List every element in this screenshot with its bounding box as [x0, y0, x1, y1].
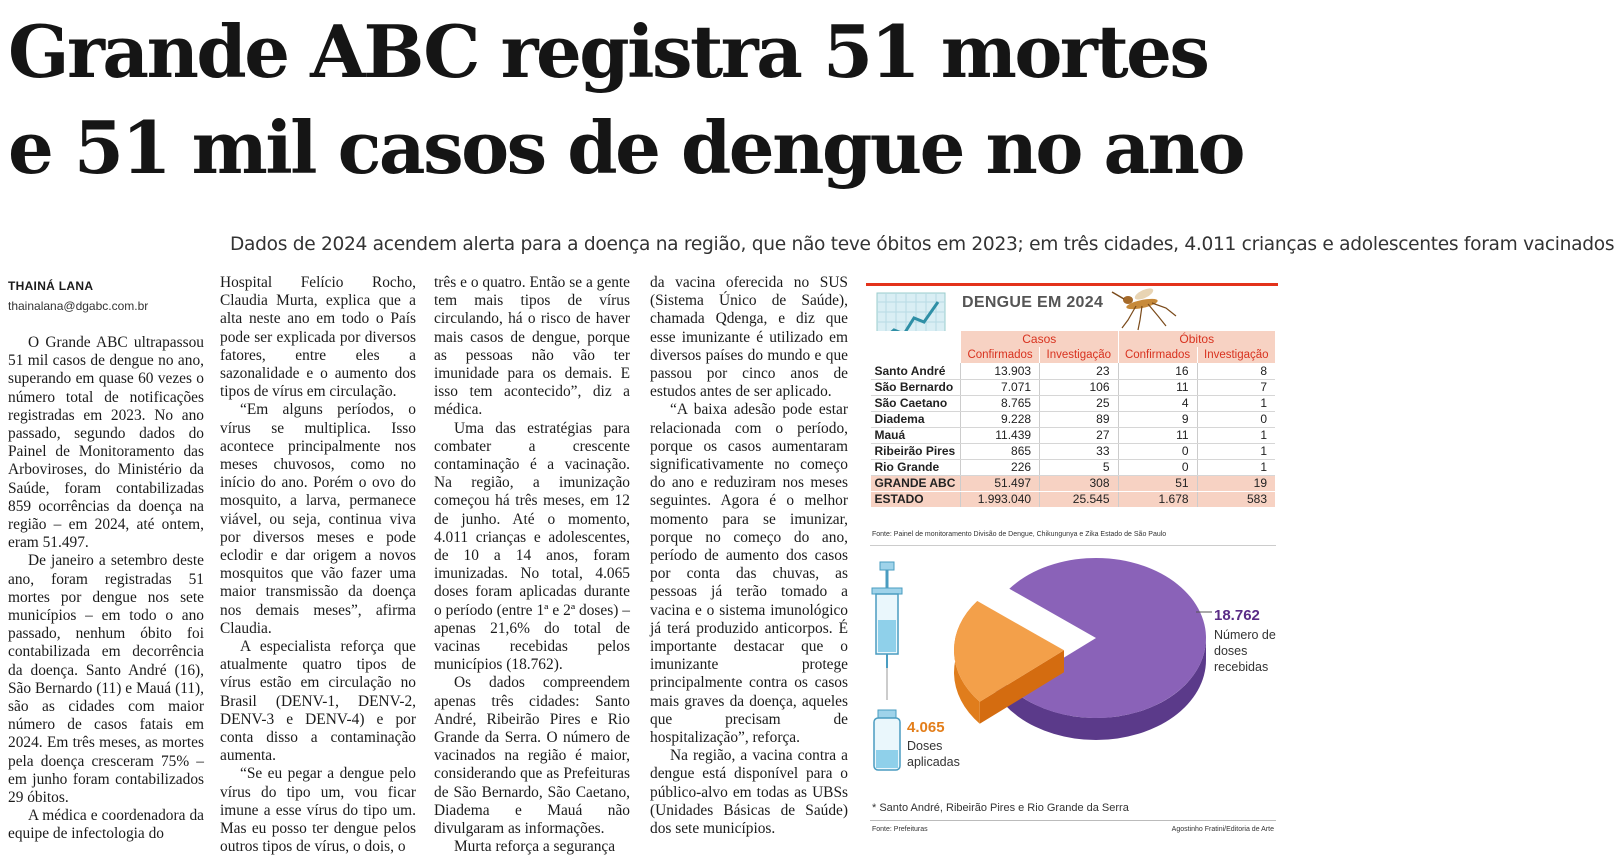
table-cell: 865: [961, 443, 1040, 459]
paragraph: A médica e coordenadora da equipe de infectologia do: [8, 807, 204, 843]
headline-line-1: Grande ABC registra 51 mortes: [8, 9, 1208, 94]
author-email[interactable]: thainalana@dgabc.com.br: [8, 299, 149, 313]
paragraph: “A baixa adesão pode estar relacionada com o período, porque os casos aumentaram significativamente no começo do ano e reduziram nos meses seguintes. Agora é o melhor momento para se imunizar, porque no começo do ano, período de aumento dos casos por conta das chuvas, as pessoas já terão tomado a vacina e o sistema imunológico já terá produzido anticorpos. É importante destacar que o imunizante protege principalmente contra os casos mais graves da doença, aqueles que precisam de hospitalização”, reforça.: [650, 401, 848, 747]
table-cell: 1: [1197, 395, 1275, 411]
city-name: Santo André: [871, 363, 961, 379]
table-row: [871, 411, 1276, 427]
table-cell: 51: [1118, 475, 1197, 491]
city-name: São Caetano: [871, 395, 961, 411]
table-cell: 89: [1040, 411, 1118, 427]
table-cell: 106: [1040, 379, 1118, 395]
paragraph: Na região, a vacina contra a dengue está disponível para o público-alvo em todas as UBSs (Unidades Básicas de Saúde) dos sete municípios.: [650, 747, 848, 838]
infographic-title: DENGUE EM 2024: [962, 294, 1104, 311]
table-cell: 27: [1040, 427, 1118, 443]
table-cell: 19: [1197, 475, 1275, 491]
paragraph: da vacina oferecida no SUS (Sistema Único de Saúde), chamada Qdenga, e diz que esse imunizante é utilizado em diversos países do mundo e que passou por cinco anos de estudos antes de ser aplicado.: [650, 274, 848, 401]
paragraph: três e o quatro. Então se a gente tem mais tipos de vírus circulando, há o risco de haver mais casos de dengue, porque as pessoas não vão ter imunidade para os demais. E isso tem acontecido”, diz a médica.: [434, 274, 630, 419]
group-header-obitos: Óbitos: [1118, 331, 1275, 347]
table-source: Fonte: Painel de monitoramento Divisão de Dengue, Chikungunya e Zika Estado de São Paulo: [872, 531, 1167, 538]
pie-source: Fonte: Prefeituras: [872, 826, 928, 833]
table-cell: 11: [1118, 427, 1197, 443]
table-cell: 8.765: [961, 395, 1040, 411]
table-cell: 11.439: [961, 427, 1040, 443]
table-row: [871, 443, 1276, 459]
table-cell: 308: [1040, 475, 1118, 491]
paragraph: Os dados compreendem apenas três cidades: Santo André, Ribeirão Pires e Rio Grande da Serra. O número de vacinados na região é maior, considerando que as Prefeituras de São Bernardo, São Caetano, Diadema e Mauá não divulgaram as informações.: [434, 674, 630, 838]
group-header-casos: Casos: [961, 331, 1119, 347]
column-header: Investigação: [1197, 347, 1275, 363]
table-cell: 51.497: [961, 475, 1040, 491]
table-cell: 13.903: [961, 363, 1040, 379]
city-name: Diadema: [871, 411, 961, 427]
table-cell: 1: [1197, 443, 1275, 459]
headline: [8, 4, 1288, 196]
table-cell: 16: [1118, 363, 1197, 379]
author-byline: THAINÁ LANA: [8, 279, 94, 293]
table-cell: 0: [1118, 459, 1197, 475]
total-label: ESTADO: [871, 491, 961, 507]
applied-doses-label: Doses aplicadas: [907, 739, 960, 769]
pie-footnote: * Santo André, Ribeirão Pires e Rio Grande da Serra: [872, 802, 1129, 814]
article-column-2: [220, 274, 416, 857]
city-name: Ribeirão Pires: [871, 443, 961, 459]
table-cell: 23: [1040, 363, 1118, 379]
article-column-1: [8, 334, 204, 844]
table-cell: 1: [1197, 427, 1275, 443]
dengue-table: [870, 331, 1275, 508]
table-cell: 11: [1118, 379, 1197, 395]
table-cell: 583: [1197, 491, 1275, 507]
table-cell: 8: [1197, 363, 1275, 379]
table-row: [871, 363, 1276, 379]
applied-doses-value: 4.065: [907, 719, 945, 736]
table-row: [871, 427, 1276, 443]
table-cell: 1.993.040: [961, 491, 1040, 507]
deck-subtitle: Dados de 2024 acendem alerta para a doença na região, que não teve óbitos em 2023; em três cidades, 4.011 crianças e adolescentes foram vacinados: [230, 234, 1614, 255]
art-credit: Agostinho Fratini/Editoria de Arte: [1171, 826, 1274, 833]
paragraph: Hospital Felício Rocho, Claudia Murta, explica que a alta neste ano em todo o País pode ser explicada por diversos fatores, entre eles a sazonalidade e o aumento dos tipos de vírus em circulação.: [220, 274, 416, 401]
table-cell: 9.228: [961, 411, 1040, 427]
paragraph: A especialista reforça que atualmente quatro tipos de vírus estão em circulação no Brasil (DENV-1, DENV-2, DENV-3 e DENV-4) e por conta disso a contaminação aumenta.: [220, 638, 416, 765]
received-doses-label: Número de doses recebidas: [1214, 628, 1276, 674]
paragraph: “Em alguns períodos, o vírus se multiplica. Isso acontece principalmente nos meses chuvosos, como no início do ano. Porém o ovo do mosquito, a larva, permanece viável, ou seja, continua viva por diversos meses e pode eclodir e dar origem a novos mosquitos que vão fazer uma maior transmissão da doença nos demais meses”, afirma Claudia.: [220, 401, 416, 637]
table-cell: 226: [961, 459, 1040, 475]
table-cell: 7: [1197, 379, 1275, 395]
mosquito-icon: [1108, 286, 1178, 330]
city-name: São Bernardo: [871, 379, 961, 395]
headline-line-2: e 51 mil casos de dengue no ano: [8, 105, 1243, 190]
divider: [870, 820, 1276, 821]
paragraph: Uma das estratégias para combater a crescente contaminação é a vacinação. Na região, a imunização começou há três meses, em 12 de junho. Até o momento, 4.011 crianças e adolescentes, de 10 a 14 anos, foram imunizadas. No total, 4.065 doses foram aplicadas durante o período (entre 1ª e 2ª doses) – apenas 21,6% do total de vacinas recebidas pelos municípios (18.762).: [434, 419, 630, 674]
table-cell: 1.678: [1118, 491, 1197, 507]
city-name: Mauá: [871, 427, 961, 443]
column-header: Confirmados: [1118, 347, 1197, 363]
table-cell: 4: [1118, 395, 1197, 411]
syringe-icon: [872, 562, 902, 770]
city-name: Rio Grande: [871, 459, 961, 475]
table-cell: 25.545: [1040, 491, 1118, 507]
divider: [870, 545, 1276, 546]
table-cell: 9: [1118, 411, 1197, 427]
table-cell: 7.071: [961, 379, 1040, 395]
infographic-top-border: [866, 283, 1278, 286]
table-cell: 0: [1197, 411, 1275, 427]
column-header: Confirmados: [961, 347, 1040, 363]
table-row: [871, 395, 1276, 411]
received-doses-value: 18.762: [1214, 607, 1260, 624]
table-cell: 0: [1118, 443, 1197, 459]
article-column-4: [650, 274, 848, 838]
table-cell: 5: [1040, 459, 1118, 475]
column-header: Investigação: [1040, 347, 1118, 363]
paragraph: “Se eu pegar a dengue pelo vírus do tipo um, vou ficar imune a esse vírus do tipo um. Mas eu posso ter dengue pelos outros tipos de vírus, o dois, o: [220, 765, 416, 856]
paragraph: Murta reforça a segurança: [454, 838, 616, 856]
article-column-3: [434, 274, 630, 857]
table-cell: 33: [1040, 443, 1118, 459]
table-row: [871, 459, 1276, 475]
table-row: [871, 379, 1276, 395]
paragraph: De janeiro a setembro deste ano, foram registradas 51 mortes por dengue nos sete municípios – em todo o ano passado, nenhum óbito foi contabilizada em decorrência da doença. Santo André (16), São Bernardo (11) e Mauá (11), são as cidades com maior número de casos fatais em 2024. Em três meses, as mortes pela doença cresceram 75% – em junho foram contabilizados 29 óbitos.: [8, 552, 204, 807]
total-row: [871, 475, 1276, 491]
table-cell: 1: [1197, 459, 1275, 475]
paragraph: O Grande ABC ultrapassou 51 mil casos de dengue no ano, superando em quase 60 vezes o número total de notificações registradas em 2023. No ano passado, segundo dados do Painel de Monitoramento das Arboviroses, do Ministério da Saúde, foram contabilizadas 859 ocorrências da doença na região – em 2024, até ontem, eram 51.497.: [8, 334, 204, 552]
table-cell: 25: [1040, 395, 1118, 411]
total-label: GRANDE ABC: [871, 475, 961, 491]
total-row: [871, 491, 1276, 507]
